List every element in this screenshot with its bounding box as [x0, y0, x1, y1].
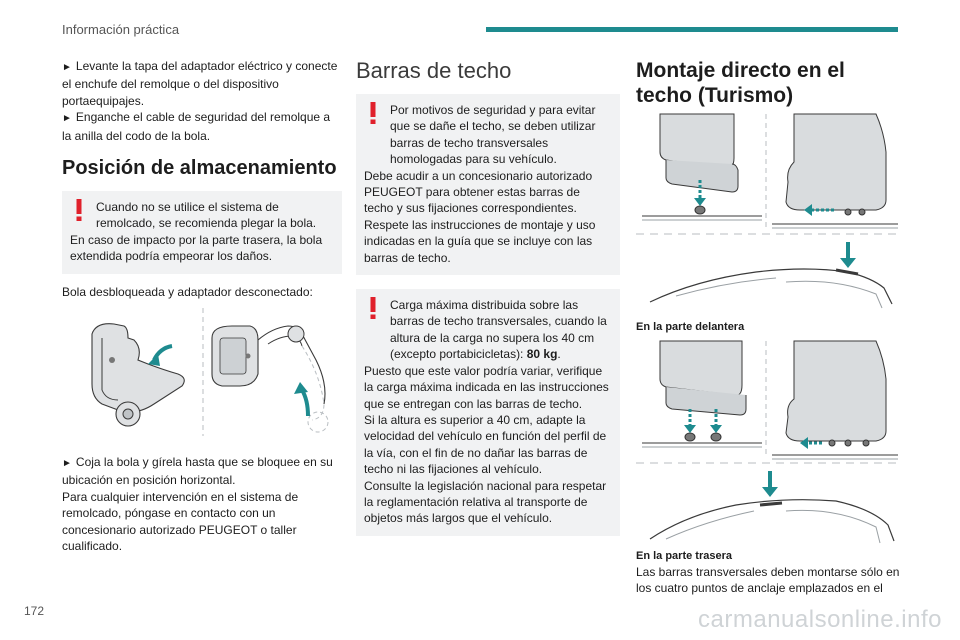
column-right	[636, 58, 902, 597]
max-load-value: 80 kg	[526, 347, 558, 362]
warning-text-part: Carga máxima distribuida sobre las barras de techo transversales, cuando la altura de la carga no supera los 40 cm (excepto portabicicletas):	[390, 298, 607, 362]
caption-front: En la parte delantera	[636, 321, 745, 333]
triangle-arrow-icon: ►	[62, 62, 72, 73]
warning-box	[356, 94, 620, 275]
warning-text: Debe acudir a un concesionario autorizado PEUGEOT para obtener estas barras de techo y sus fijaciones correspondientes.	[364, 168, 593, 216]
exclamation-icon	[367, 297, 379, 319]
body-text: Las barras transversales deben montarse sólo en los cuatro puntos de anclaje emplazados en el	[636, 565, 900, 596]
warning-text: Cuando no se utilice el sistema de remolcado, se recomienda plegar la bola.	[96, 200, 317, 231]
section-heading-roof-bars: Barras de techo	[356, 58, 512, 83]
section-heading-direct-mount: Montaje directo en el techo (Turismo)	[636, 59, 845, 107]
page-number: 172	[24, 604, 45, 618]
header-accent-bar	[486, 27, 898, 32]
warning-text: Por motivos de seguridad y para evitar que se dañe el techo, se deben utilizar barras de techo transversales homologadas para su vehículo.	[390, 103, 596, 167]
watermark: carmanualsonline.info	[698, 606, 942, 633]
instruction-text: Enganche el cable de seguridad del remolque a la anilla del codo de la bola.	[62, 110, 331, 143]
instruction-text: Coja la bola y gírela hasta que se bloquee en su ubicación en posición horizontal.	[62, 455, 333, 488]
instruction-step	[62, 454, 342, 489]
section-heading-storage: Posición de almacenamiento	[62, 157, 337, 180]
warning-text-part: .	[557, 347, 561, 362]
warning-text: En caso de impacto por la parte trasera, la bola extendida podría empeorar los daños.	[70, 232, 323, 264]
triangle-arrow-icon: ►	[62, 113, 72, 125]
column-middle	[356, 58, 620, 536]
instruction-text: Levante la tapa del adaptador eléctrico y conecte el enchufe del remolque o del dispositivo portaequipajes.	[62, 59, 338, 108]
instruction-step	[62, 109, 342, 144]
warning-text: Consulte la legislación nacional para respetar la reglamentación relativa al transporte de objetos más largos que el vehículo.	[364, 478, 607, 526]
front-mount-illustration	[636, 112, 902, 316]
warning-box-load	[356, 289, 620, 536]
warning-text	[364, 297, 612, 363]
towball-illustration	[62, 304, 342, 440]
warning-box	[62, 191, 342, 274]
exclamation-icon	[73, 199, 85, 221]
triangle-arrow-icon: ►	[62, 458, 72, 470]
figure-label: Bola desbloqueada y adaptador desconectado:	[62, 284, 313, 299]
warning-text: Respete las instrucciones de montaje y uso indicadas en la guía que se incluye con las barras de techo.	[364, 217, 596, 265]
column-left	[62, 58, 342, 555]
warning-text: Si la altura es superior a 40 cm, adapte la velocidad del vehículo en función del perfil de la vía, con el fin de no dañar las barras de techo ni las fijaciones al vehículo.	[364, 412, 607, 477]
body-text: Para cualquier intervención en el sistema de remolcado, póngase en contacto con un concesionario autorizado PEUGEOT o taller cualificado.	[62, 489, 299, 554]
exclamation-icon	[367, 102, 379, 124]
instruction-step	[62, 58, 342, 109]
warning-text: Puesto que este valor podría variar, verifique la carga máxima indicada en las instrucciones que se entregan con las barras de techo.	[364, 363, 609, 411]
caption-rear: En la parte trasera	[636, 550, 732, 562]
page-header-title: Información práctica	[62, 22, 180, 37]
rear-mount-illustration	[636, 339, 902, 547]
